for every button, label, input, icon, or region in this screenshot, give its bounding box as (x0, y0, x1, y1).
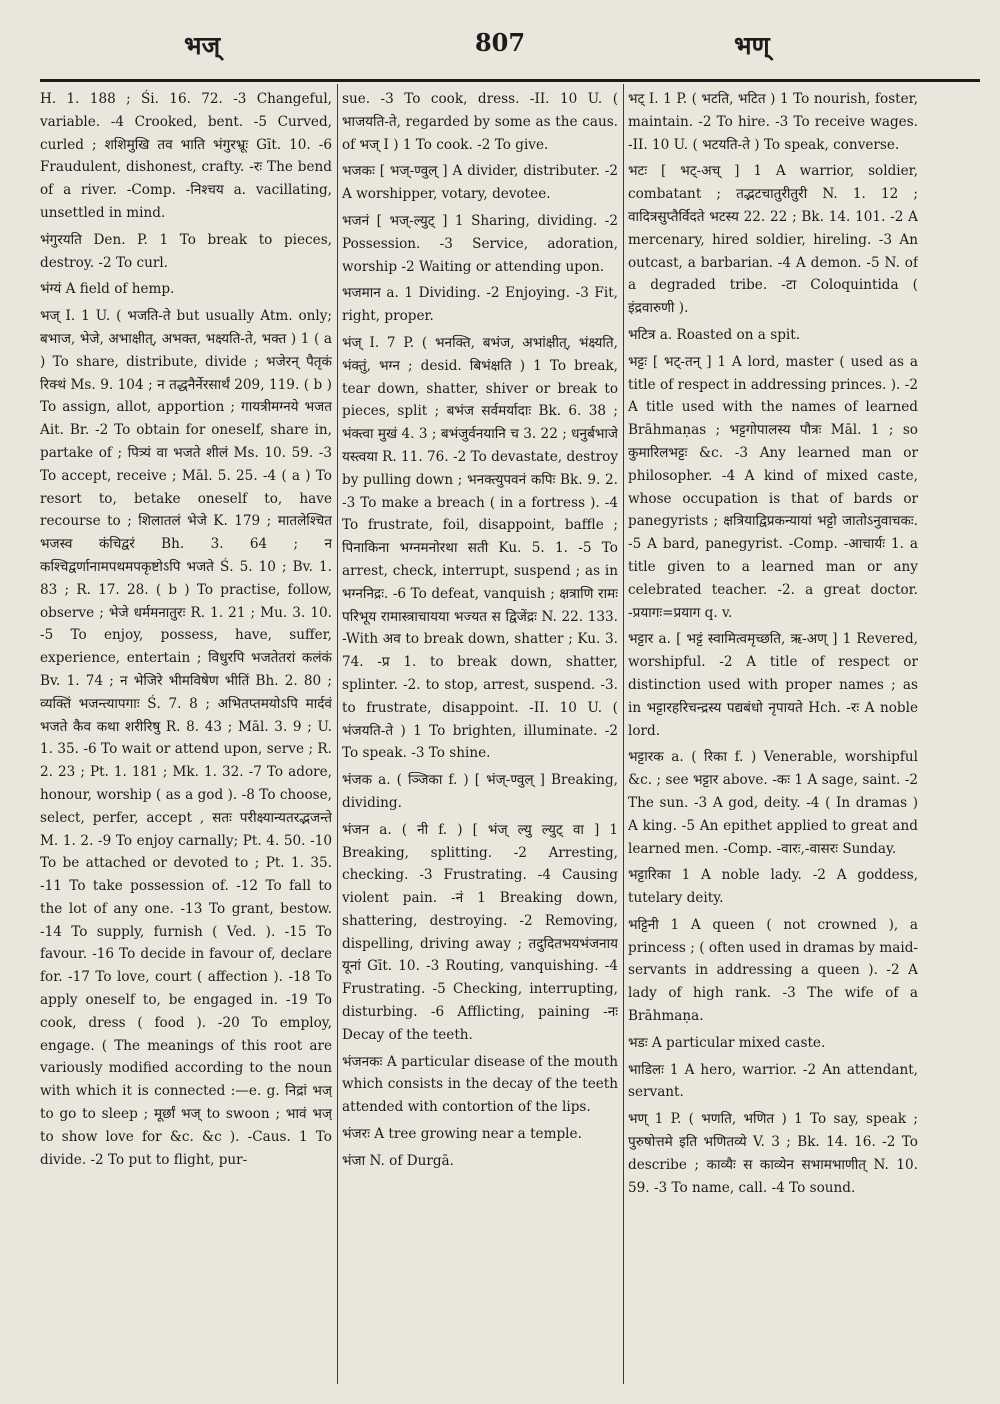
dictionary-entry: भट् I. 1 P. ( भटति, भटित ) 1 To nourish, foster, maintain. -2 To hire. -3 To receive wages. -II. 10 U. ( भटयति-ते ) To speak, converse. (628, 91, 918, 153)
dictionary-entry: भटित्र a. Roasted on a spit. (628, 326, 801, 343)
dictionary-entry: भट्टारक a. ( रिका f. ) Venerable, worshipful &c. ; see भट्टार above. -कः 1 A sage, saint. -2 The sun. -3 A god, deity. -4 ( In dramas ) A king. -5 An epithet applied to great and learned men. -Comp. -वारः,-वासरः Sunday. (628, 749, 918, 857)
page-number: 807 (474, 28, 526, 57)
dictionary-entry: भडः A particular mixed caste. (628, 1034, 826, 1051)
dictionary-entry: भंजा N. of Durgā. (342, 1152, 454, 1169)
column-1 (40, 88, 332, 1388)
dictionary-entry: भाडिलः 1 A hero, warrior. -2 An attendant, servant. (628, 1061, 918, 1101)
dictionary-entry: भंगुरयति Den. P. 1 To break to pieces, destroy. -2 To curl. (40, 231, 332, 271)
dictionary-entry: भजमान a. 1 Dividing. -2 Enjoying. -3 Fit, right, proper. (342, 285, 618, 325)
dictionary-entry: भट्टिनी 1 A queen ( not crowned ), a princess ; ( often used in dramas by maid-servants in addressing a queen ). -2 A lady of high rank. -3 The wife of a Brāhmaṇa. (628, 916, 918, 1025)
dictionary-entry: भज् I. 1 U. ( भजति-ते but usually Atm. only; बभाज, भेजे, अभाक्षीत्, अभक्त, भक्ष्यति-ते, भक्त ) 1 ( a ) To share, distribute, divide ; भजेरन् पैतृकं रिक्थं Ms. 9. 104 ; न तद्धनैर्नेरसार्थं 209, 119. ( b ) To assign, allot, apportion ; गायत्रीमग्नये भजत Ait. Br. -2 To obtain for oneself, share in, partake of ; पित्र्यं वा भजते शीलं Ms. 10. 59. -3 To accept, receive ; Māl. 5. 25. -4 ( a ) To resort to, betake oneself to, have recourse to ; शिलातलं भेजे K. 179 ; मातलेश्चित भजस्व कंचिद्वरं Bh. 3. 64 ; न कश्चिद्वर्णानामपथमपकृष्टोऽपि भजते Ś. 5. 10 ; Bv. 1. 83 ; R. 17. 28. ( b ) To practise, follow, observe ; भेजे धर्ममनातुरः R. 1. 21 ; Mu. 3. 10. -5 To enjoy, possess, have, suffer, experience, entertain ; विधुरपि भजतेतरां कलंकं Bv. 1. 74 ; न भेजिरे भीमविषेण भीतिं Bh. 2. 80 ; व्यक्तिं भजन्त्यापगाः Ś. 7. 8 ; अभितप्तमयोऽपि मार्दवं भजते कैव कथा शरीरिषु R. 8. 43 ; Māl. 3. 9 ; U. 1. 35. -6 To wait or attend upon, serve ; R. 2. 23 ; Pt. 1. 181 ; Mk. 1. 32. -7 To adore, honour, worship ( as a god ). -8 To choose, select, perfer, accept , सतः परीक्ष्यान्यतरद्भजन्ते M. 1. 2. -9 To enjoy carnally; Pt. 4. 50. -10 To be attached or devoted to ; Pt. 1. 35. -11 To take possession of. -12 To fall to the lot of any one. -13 To grant, bestow. -14 To supply, furnish ( Ved. ). -15 To favour. -16 To decide in favour of, declare for. -17 To love, court ( affection ). -18 To apply oneself to, be engaged in. -19 To cook, dress ( food ). -20 To employ, engage. ( The meanings of this root are variously modified according to the noun with which it is connected :—e. g. निद्रां भज् to go to sleep ; मूर्छां भज् to swoon ; भावं भज् to show love for &c. &c ). -Caus. 1 To divide. -2 To put to flight, pur- (40, 308, 332, 1168)
dictionary-entry: भंजन a. ( नी f. ) [ भंज् ल्यु ल्युट् वा ] 1 Breaking, splitting. -2 Arresting, checking. -3 Frustrating. -4 Causing violent pain. -नं 1 Breaking down, shattering, destroying. -2 Removing, dispelling, driving away ; तदुदितभयभंजनाय यूनां Gīt. 10. -3 Routing, vanquishing. -4 Frustrating. -5 Checking, interrupting, disturbing. -6 Afflicting, paining -नः Decay of the teeth. (342, 821, 618, 1043)
dictionary-entry: भंजक a. ( ञ्जिका f. ) [ भंज्-ण्वुल् ] Breaking, dividing. (342, 772, 618, 811)
running-head-right: भण् (734, 31, 770, 60)
column-divider (337, 84, 338, 1384)
column-3 (628, 88, 918, 1388)
dictionary-entry: भट्टारिका 1 A noble lady. -2 A goddess, tutelary deity. (628, 867, 918, 907)
column-2 (342, 88, 618, 1388)
dictionary-entry: भण् 1 P. ( भणति, भणित ) 1 To say, speak ; पुरुषोत्तमे इति भणितव्ये V. 3 ; Bk. 14. 16. -2 To describe ; काव्यैः स काव्येन सभामभाणीत् N. 10. 59. -3 To name, call. -4 To sound. (628, 1111, 918, 1196)
running-head-left: भज् (184, 31, 221, 60)
column-divider (623, 84, 624, 1384)
dictionary-entry: sue. -3 To cook, dress. -II. 10 U. ( भाजयति-ते, regarded by some as the caus. of भज् I ) 1 To cook. -2 To give. (342, 91, 618, 153)
dictionary-entry: भट्टार a. [ भट्टं स्वामित्वमृच्छति, ऋ-अण् ] 1 Revered, worshipful. -2 A title of respect or distinction used with proper names ; as in भट्टारहरिचन्द्रस्य पद्यबंधो नृपायते Hch. -रः A noble lord. (628, 631, 918, 739)
dictionary-entry: H. 1. 188 ; Śi. 16. 72. -3 Changeful, variable. -4 Crooked, bent. -5 Curved, curled ; शशिमुखि तव भाति भंगुरभ्रूः Gīt. 10. -6 Fraudulent, dishonest, crafty. -रः The bend of a river. -Comp. -निश्चय a. vacillating, unsettled in mind. (40, 91, 332, 221)
header-rule (40, 79, 980, 82)
dictionary-entry: भंग्यं A field of hemp. (40, 281, 175, 298)
dictionary-entry: भंजरः A tree growing near a temple. (342, 1126, 582, 1143)
dictionary-entry: भट्टः [ भट्-तन् ] 1 A lord, master ( used as a title of respect in addressing princes. ). -2 A title used with the names of learned Brāhmaṇas ; भट्टगोपालस्य पौत्रः Māl. 1 ; so कुमारिलभट्टः &c. -3 Any learned man or philosopher. -4 A kind of mixed caste, whose occupation is that of bards or panegyrists ; क्षत्रियाद्विप्रकन्यायां भट्टो जातोऽनुवाचकः. -5 A bard, panegyrist. -Comp. -आचार्यः 1. a title given to a learned man or any celebrated teacher. -2. a great doctor. -प्रयागः=प्रयाग q. v. (628, 353, 918, 621)
dictionary-entry: भजकः [ भज्-ण्वुल् ] A divider, distributer. -2 A worshipper, votary, devotee. (342, 163, 618, 203)
dictionary-entry: भंजनकः A particular disease of the mouth which consists in the decay of the teeth attended with contortion of the lips. (342, 1053, 618, 1116)
dictionary-entry: भंज् I. 7 P. ( भनक्ति, बभंज, अभांक्षीत्, भंक्ष्यति, भंक्तुं, भग्न ; desid. बिभंक्षति ) 1 To break, tear down, shatter, shiver or break to pieces, split ; बभंज सर्वमर्यादाः Bk. 6. 38 ; भंक्त्वा मुखं 4. 3 ; बभंजुर्वनयानि च 3. 22 ; धनुर्बभाजे यस्त्वया R. 11. 76. -2 To devastate, destroy by pulling down ; भनक्त्युपवनं कपिः Bk. 9. 2. -3 To make a breach ( in a fortress ). -4 To frustrate, foil, disappoint, baffle ; पिनाकिना भग्नमनोरथा सती Ku. 5. 1. -5 To arrest, check, interrupt, suspend ; as in भग्ननिद्रः. -6 To defeat, vanquish ; क्षत्राणि रामः परिभूय रामास्त्राचायया भज्यत स द्विजेंद्रः N. 22. 133. -With अव to break down, shatter ; Ku. 3. 74. -प्र 1. to break down, shatter, splinter. -2. to stop, arrest, suspend. -3. to frustrate, disappoint. -II. 10 U. ( भंजयति-ते ) 1 To brighten, illuminate. -2 To speak. -3 To shine. (342, 334, 618, 762)
dictionary-entry: भजनं [ भज्-ल्युट् ] 1 Sharing, dividing. -2 Possession. -3 Service, adoration, worship -2 Waiting or attending upon. (342, 212, 618, 275)
dictionary-entry: भटः [ भट्-अच् ] 1 A warrior, soldier, combatant ; तद्भटचातुरीतुरी N. 1. 12 ; वादित्रसुप्तैर्विदते भटस्य 22. 22 ; Bk. 14. 101. -2 A mercenary, hired soldier, hireling. -3 An outcast, a barbarian. -4 A demon. -5 N. of a degraded tribe. -टा Coloquintida ( इंद्रवारुणी ). (628, 163, 918, 317)
